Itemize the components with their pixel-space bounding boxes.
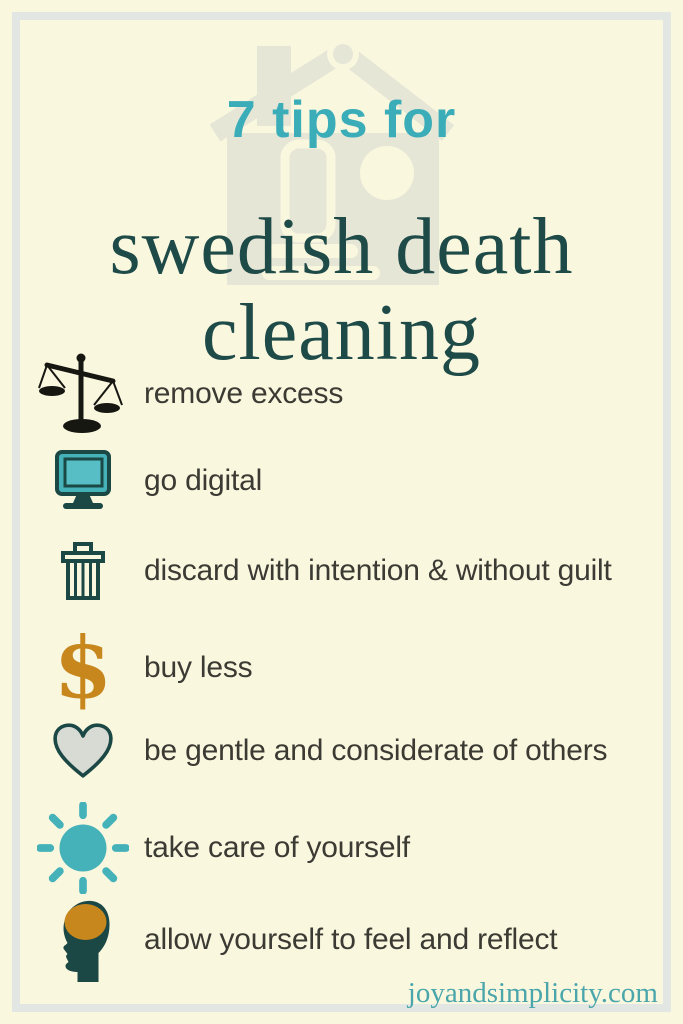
tip-label: allow yourself to feel and reflect xyxy=(144,923,558,956)
tip-label: remove excess xyxy=(144,377,344,410)
title-line-2: cleaning xyxy=(202,288,481,377)
tip-label: buy less xyxy=(144,651,253,684)
dollar-sign-icon xyxy=(28,618,138,717)
tip-row-take-care xyxy=(28,802,659,894)
sun-icon xyxy=(28,802,138,894)
head-profile-icon xyxy=(28,894,138,986)
tip-label: discard with intention & without guilt xyxy=(144,554,612,587)
tip-row-remove-excess xyxy=(28,348,659,440)
balance-scale-icon xyxy=(28,348,138,440)
heart-icon xyxy=(28,705,138,797)
website-url: joyandsimplicity.com xyxy=(407,977,658,1009)
tip-row-go-digital xyxy=(28,435,659,527)
kicker-text: 7 tips for xyxy=(226,91,457,149)
tip-row-be-gentle xyxy=(28,705,659,797)
dollar-glyph: $ xyxy=(53,618,113,717)
tip-row-discard xyxy=(28,525,659,617)
computer-monitor-icon xyxy=(28,435,138,527)
title-line-1: swedish death xyxy=(109,202,574,291)
tip-label: be gentle and considerate of others xyxy=(144,734,608,767)
tip-label: go digital xyxy=(144,464,263,497)
tip-row-allow-yourself xyxy=(28,894,659,986)
tip-row-buy-less xyxy=(28,618,659,717)
tip-label: take care of yourself xyxy=(144,831,410,864)
trash-can-icon xyxy=(28,525,138,617)
